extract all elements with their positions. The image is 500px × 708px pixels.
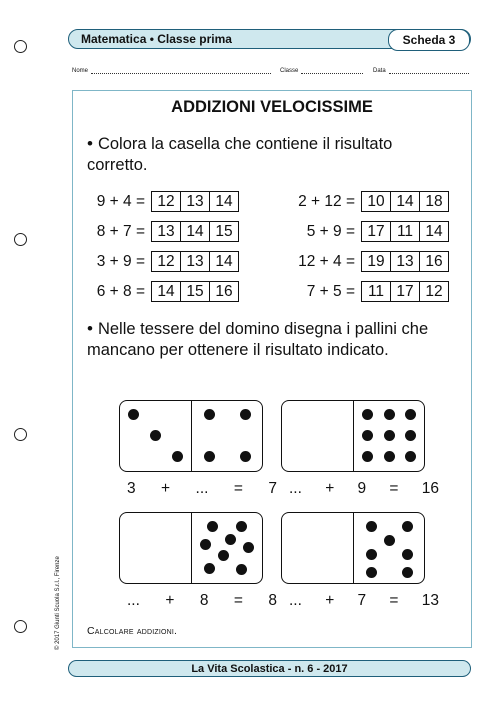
domino-equation-token[interactable]: ... xyxy=(289,480,302,497)
equation-row xyxy=(79,221,239,242)
domino-equation xyxy=(127,480,277,498)
name-field[interactable] xyxy=(72,67,271,74)
domino-left-half[interactable] xyxy=(120,513,191,583)
domino-equation xyxy=(289,480,439,498)
answer-options xyxy=(151,221,239,242)
binder-hole xyxy=(14,620,27,633)
equation-expression: 2 + 12 = xyxy=(298,192,355,210)
domino-pip xyxy=(402,567,413,578)
answer-box[interactable]: 11 xyxy=(367,283,385,300)
subject-label: Matematica • Classe prima xyxy=(81,32,232,46)
answer-box[interactable]: 17 xyxy=(390,282,419,301)
domino-equation xyxy=(127,592,277,610)
domino-pip xyxy=(207,521,218,532)
answer-options xyxy=(361,191,449,212)
bullet-icon: • xyxy=(87,319,93,338)
answer-box[interactable]: 14 xyxy=(209,192,238,211)
answer-box[interactable]: 13 xyxy=(157,223,175,240)
domino-pip xyxy=(366,567,377,578)
domino-right-half xyxy=(353,513,425,583)
domino-pip xyxy=(362,430,373,441)
domino-equation-token: 7 xyxy=(357,592,367,609)
answer-box[interactable]: 11 xyxy=(390,222,419,241)
class-field[interactable] xyxy=(280,67,363,74)
equation-expression: 12 + 4 = xyxy=(298,252,355,270)
domino-pip xyxy=(362,451,373,462)
domino-tile xyxy=(119,400,263,472)
answer-box[interactable]: 12 xyxy=(157,253,175,270)
footer-note: Calcolare addizioni. xyxy=(87,625,178,637)
domino-pip xyxy=(236,521,247,532)
answer-box[interactable]: 19 xyxy=(367,253,385,270)
answer-box[interactable]: 14 xyxy=(180,222,209,241)
domino-equation-token: = xyxy=(233,480,243,497)
domino-equation-token: 8 xyxy=(199,592,209,609)
answer-box[interactable]: 14 xyxy=(419,222,448,241)
equation-expression: 9 + 4 = xyxy=(96,192,145,210)
domino-pip xyxy=(362,409,373,420)
name-label: Nome xyxy=(72,68,89,74)
domino-equation-token: + xyxy=(161,480,171,497)
domino-pip xyxy=(384,430,395,441)
exercise2-instruction: • Nelle tessere del domino disegna i pallini che mancano per ottenere il risultato indicato. xyxy=(87,319,429,359)
domino-equation-token: = xyxy=(389,480,399,497)
answer-box[interactable]: 13 xyxy=(390,252,419,271)
domino-left-half xyxy=(120,401,191,471)
domino-pip xyxy=(243,542,254,553)
domino-pip xyxy=(200,539,211,550)
bullet-icon: • xyxy=(87,134,93,153)
domino-pip xyxy=(172,451,183,462)
worksheet-frame xyxy=(72,90,472,648)
page-title: ADDIZIONI VELOCISSIME xyxy=(171,98,373,116)
binder-hole xyxy=(14,428,27,441)
domino-equation-token: = xyxy=(233,592,243,609)
answer-options xyxy=(361,221,449,242)
domino-pip xyxy=(366,521,377,532)
domino-pip xyxy=(236,564,247,575)
domino-pip xyxy=(218,550,229,561)
domino-left-half[interactable] xyxy=(282,401,353,471)
domino-equation-token: + xyxy=(325,480,335,497)
domino-equation-token: = xyxy=(389,592,399,609)
domino-equation-token: + xyxy=(165,592,175,609)
domino-pip xyxy=(405,430,416,441)
domino-tile xyxy=(281,400,425,472)
domino-pip xyxy=(384,451,395,462)
copyright: © 2017 Giunti Scuola S.r.l., Firenze xyxy=(55,556,61,650)
domino-pip xyxy=(402,549,413,560)
domino-equation-token: 9 xyxy=(357,480,367,497)
answer-box[interactable]: 12 xyxy=(419,282,448,301)
equation-row xyxy=(273,281,449,302)
equation-expression: 5 + 9 = xyxy=(306,222,355,240)
domino-equation xyxy=(289,592,439,610)
domino-pip xyxy=(405,451,416,462)
date-label: Data xyxy=(373,68,386,74)
domino-tile xyxy=(119,512,263,584)
domino-pip xyxy=(405,409,416,420)
answer-box[interactable]: 15 xyxy=(180,282,209,301)
domino-equation-token[interactable]: ... xyxy=(195,480,209,497)
domino-pip xyxy=(240,451,251,462)
domino-pip xyxy=(204,451,215,462)
answer-box[interactable]: 14 xyxy=(209,252,238,271)
domino-pip xyxy=(384,409,395,420)
answer-box[interactable]: 18 xyxy=(419,192,448,211)
binder-hole xyxy=(14,40,27,53)
domino-equation-token: 16 xyxy=(421,480,439,497)
domino-pip xyxy=(204,409,215,420)
domino-equation-token[interactable]: ... xyxy=(289,592,302,609)
domino-left-half[interactable] xyxy=(282,513,353,583)
sheet-label: Scheda 3 xyxy=(388,29,470,51)
domino-pip xyxy=(240,409,251,420)
domino-pip xyxy=(128,409,139,420)
domino-pip xyxy=(384,535,395,546)
domino-pip xyxy=(366,549,377,560)
answer-box[interactable]: 16 xyxy=(419,252,448,271)
answer-options xyxy=(151,281,239,302)
header-bar xyxy=(68,29,471,49)
domino-right-half xyxy=(191,513,263,583)
answer-box[interactable]: 17 xyxy=(367,223,385,240)
domino-equation-token: 8 xyxy=(268,592,277,609)
answer-box[interactable]: 10 xyxy=(367,193,385,210)
equation-row xyxy=(79,191,239,212)
footer-bar: La Vita Scolastica - n. 6 - 2017 xyxy=(68,660,471,677)
answer-options xyxy=(151,191,239,212)
date-field[interactable] xyxy=(373,67,469,74)
answer-box[interactable]: 16 xyxy=(209,282,238,301)
class-label: Classe xyxy=(280,68,299,74)
answer-options xyxy=(361,281,449,302)
equation-expression: 8 + 7 = xyxy=(96,222,145,240)
equation-row xyxy=(273,221,449,242)
equation-expression: 3 + 9 = xyxy=(96,252,145,270)
domino-equation-token: + xyxy=(325,592,335,609)
binder-hole xyxy=(14,233,27,246)
domino-equation-token: 3 xyxy=(127,480,136,497)
domino-right-half xyxy=(191,401,263,471)
domino-equation-token: 7 xyxy=(268,480,277,497)
domino-pip xyxy=(402,521,413,532)
domino-equation-token[interactable]: ... xyxy=(127,592,140,609)
domino-right-half xyxy=(353,401,425,471)
answer-box[interactable]: 14 xyxy=(157,283,175,300)
domino-pip xyxy=(225,534,236,545)
answer-box[interactable]: 14 xyxy=(390,192,419,211)
domino-pip xyxy=(204,563,215,574)
answer-box[interactable]: 12 xyxy=(157,193,175,210)
equation-row xyxy=(273,191,449,212)
answer-box[interactable]: 15 xyxy=(209,222,238,241)
answer-options xyxy=(151,251,239,272)
answer-box[interactable]: 13 xyxy=(180,192,209,211)
exercise1-instruction: • Colora la casella che contiene il risultato corretto. xyxy=(87,134,393,174)
domino-tile xyxy=(281,512,425,584)
domino-pip xyxy=(150,430,161,441)
equation-row xyxy=(79,251,239,272)
equation-row xyxy=(79,281,239,302)
equation-expression: 7 + 5 = xyxy=(306,282,355,300)
equation-row xyxy=(273,251,449,272)
answer-options xyxy=(361,251,449,272)
answer-box[interactable]: 13 xyxy=(180,252,209,271)
domino-equation-token: 13 xyxy=(421,592,439,609)
equation-expression: 6 + 8 = xyxy=(96,282,145,300)
